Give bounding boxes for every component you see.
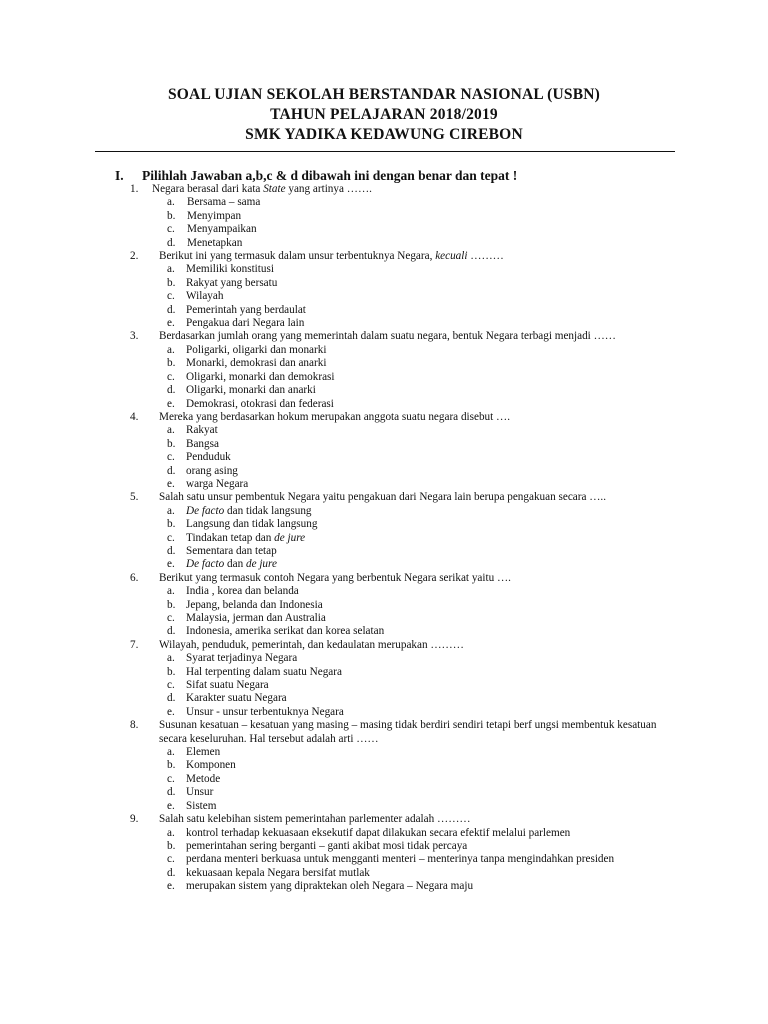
option-letter: e. (167, 558, 175, 571)
option-letter: c. (167, 531, 175, 544)
option-letter: d. (167, 544, 176, 557)
option-letter: e. (167, 705, 175, 718)
question-number: 1. (130, 183, 139, 195)
option-letter: b. (167, 276, 176, 289)
option-letter: c. (167, 290, 175, 303)
answer-option: d. Pemerintah yang berdaulat (167, 303, 306, 316)
answer-option: d. kekuasaan kepala Negara bersifat mutlak (167, 866, 370, 879)
option-letter: d. (167, 625, 176, 638)
option-letter: a. (167, 652, 175, 665)
option-letter: a. (167, 343, 175, 356)
question-9 (0, 813, 768, 893)
answer-option: c. Oligarki, monarki dan demokrasi (167, 370, 335, 383)
option-letter: a. (167, 263, 175, 276)
header-year: TAHUN PELAJARAN 2018/2019 (270, 106, 498, 123)
question-7 (0, 639, 768, 719)
question-text: 9. Salah satu kelebihan sistem pemerintahan parlementer adalah ……… (130, 813, 471, 826)
question-number: 3. (130, 330, 139, 343)
question-3 (0, 330, 768, 410)
option-letter: b. (167, 437, 176, 450)
option-letter: e. (167, 799, 175, 812)
question-number: 8. (130, 719, 139, 732)
option-letter: b. (167, 839, 176, 852)
question-number: 5. (130, 491, 139, 504)
option-letter: d. (167, 384, 176, 397)
question-text: 6. Berikut yang termasuk contoh Negara yang berbentuk Negara serikat yaitu …. (130, 571, 511, 584)
option-letter: d. (167, 866, 176, 879)
answer-option: c. Malaysia, jerman dan Australia (167, 612, 326, 624)
question-number: 4. (130, 410, 139, 423)
answer-option: b. Menyimpan (167, 209, 242, 222)
answer-option: d. orang asing (167, 464, 238, 477)
question-number: 9. (130, 813, 139, 826)
section-instruction-text: Pilihlah Jawaban a,b,c & d dibawah ini dengan benar dan tepat ! (142, 168, 518, 183)
option-letter: c. (167, 772, 175, 785)
answer-option: a. Memiliki konstitusi (167, 263, 274, 276)
option-letter: a. (167, 424, 175, 437)
answer-option: c. Tindakan tetap dan de jure (167, 531, 306, 544)
option-letter: a. (167, 504, 175, 517)
option-letter: a. (167, 196, 175, 209)
question-5 (0, 491, 768, 571)
option-letter: a. (167, 585, 175, 598)
header-school: SMK YADIKA KEDAWUNG CIREBON (245, 126, 523, 143)
option-letter: d. (167, 786, 176, 799)
question-8 (0, 719, 768, 813)
answer-option: b. Hal terpenting dalam suatu Negara (167, 665, 342, 678)
answer-option: a. Rakyat (167, 424, 218, 437)
question-number: 7. (130, 638, 139, 651)
answer-option: d. Sementara dan tetap (167, 544, 277, 557)
answer-option: c. Wilayah (167, 290, 224, 303)
header-title: SOAL UJIAN SEKOLAH BERSTANDAR NASIONAL (USBN) (167, 86, 601, 103)
option-letter: b. (167, 518, 176, 531)
answer-option: a. Poligarki, oligarki dan monarki (167, 343, 327, 356)
answer-option: e. De facto dan de jure (167, 558, 277, 571)
answer-option: a. Elemen (167, 746, 221, 759)
question-text: 7. Wilayah, penduduk, pemerintah, dan kedaulatan merupakan ……… (130, 638, 464, 651)
question-number: 2. (130, 250, 139, 263)
option-letter: b. (167, 759, 176, 772)
option-letter: c. (167, 451, 175, 464)
answer-option: b. Langsung dan tidak langsung (167, 518, 318, 531)
answer-option: e. merupakan sistem yang dipraktekan oleh Negara – Negara maju (167, 880, 474, 893)
exam-header (0, 85, 768, 145)
answer-option: a. Syarat terjadinya Negara (167, 652, 298, 665)
question-text: 3. Berdasarkan jumlah orang yang memerintah dalam suatu negara, bentuk Negara terbagi menjadi …… (130, 330, 616, 343)
question-6 (0, 572, 768, 639)
answer-option: c. Sifat suatu Negara (167, 679, 269, 692)
answer-option: b. Komponen (167, 759, 236, 772)
answer-option: b. pemerintahan sering berganti – ganti akibat mosi tidak percaya (167, 839, 468, 852)
answer-option: d. Oligarki, monarki dan anarki (167, 384, 316, 397)
option-letter: c. (167, 370, 175, 383)
answer-option: e. Demokrasi, otokrasi dan federasi (167, 397, 334, 410)
answer-option: c. Metode (167, 772, 221, 785)
question-list (0, 183, 768, 894)
answer-option: d. Karakter suatu Negara (167, 692, 287, 705)
option-letter: b. (167, 209, 176, 222)
question-2 (0, 250, 768, 330)
option-letter: b. (167, 598, 176, 611)
question-text: 2. Berikut ini yang termasuk dalam unsur terbentuknya Negara, kecuali ……… (130, 250, 504, 263)
answer-option: e. Pengakua dari Negara lain (167, 317, 305, 330)
option-letter: c. (167, 223, 175, 236)
option-letter: c. (167, 853, 175, 866)
question-text: 1. Negara berasal dari kata State yang artinya ……. (130, 183, 372, 195)
header-divider (95, 151, 675, 152)
option-letter: a. (167, 746, 175, 759)
answer-option: c. Penduduk (167, 451, 231, 464)
answer-option: d. Menetapkan (167, 236, 243, 249)
answer-option: a. De facto dan tidak langsung (167, 504, 312, 517)
answer-option: c. Menyampaikan (167, 223, 257, 236)
answer-option: a. India , korea dan belanda (167, 585, 299, 598)
answer-option: b. Bangsa (167, 437, 219, 450)
question-text: 8. Susunan kesatuan – kesatuan yang masing – masing tidak berdiri sendiri tetapi berf ungsi membentuk kesatuan secara keseluruhan. Hal tersebut adalah arti …… (130, 719, 657, 745)
answer-option: d. Indonesia, amerika serikat dan korea selatan (167, 625, 385, 638)
question-text: 4. Mereka yang berdasarkan hokum merupakan anggota suatu negara disebut …. (130, 410, 511, 423)
answer-option: c. perdana menteri berkuasa untuk mengganti menteri – menterinya tanpa mengindahkan presiden (167, 853, 615, 866)
answer-option: b. Monarki, demokrasi dan anarki (167, 357, 327, 370)
option-letter: a. (167, 826, 175, 839)
answer-option: e. Unsur - unsur terbentuknya Negara (167, 705, 344, 718)
answer-option: d. Unsur (167, 786, 214, 799)
option-letter: d. (167, 692, 176, 705)
option-letter: e. (167, 880, 175, 893)
section-instruction (115, 168, 517, 184)
answer-option: b. Rakyat yang bersatu (167, 276, 278, 289)
option-letter: d. (167, 236, 176, 249)
section-number: I. (115, 168, 124, 183)
option-letter: d. (167, 303, 176, 316)
question-text: 5. Salah satu unsur pembentuk Negara yaitu pengakuan dari Negara lain berupa pengakuan secara ….. (130, 491, 607, 504)
answer-option: a. Bersama – sama (167, 196, 261, 209)
answer-option: a. kontrol terhadap kekuasaan eksekutif dapat dilakukan secara efektif melalui parlemen (167, 826, 571, 839)
option-letter: b. (167, 665, 176, 678)
option-letter: d. (167, 464, 176, 477)
question-number: 6. (130, 571, 139, 584)
option-letter: c. (167, 679, 175, 692)
option-letter: b. (167, 357, 176, 370)
question-4 (0, 411, 768, 491)
option-letter: e. (167, 317, 175, 330)
answer-option: b. Jepang, belanda dan Indonesia (167, 598, 323, 611)
option-letter: e. (167, 397, 175, 410)
option-letter: c. (167, 612, 175, 624)
answer-option: e. Sistem (167, 799, 217, 812)
option-letter: e. (167, 477, 175, 490)
answer-option: e. warga Negara (167, 477, 249, 490)
question-1 (0, 183, 768, 250)
